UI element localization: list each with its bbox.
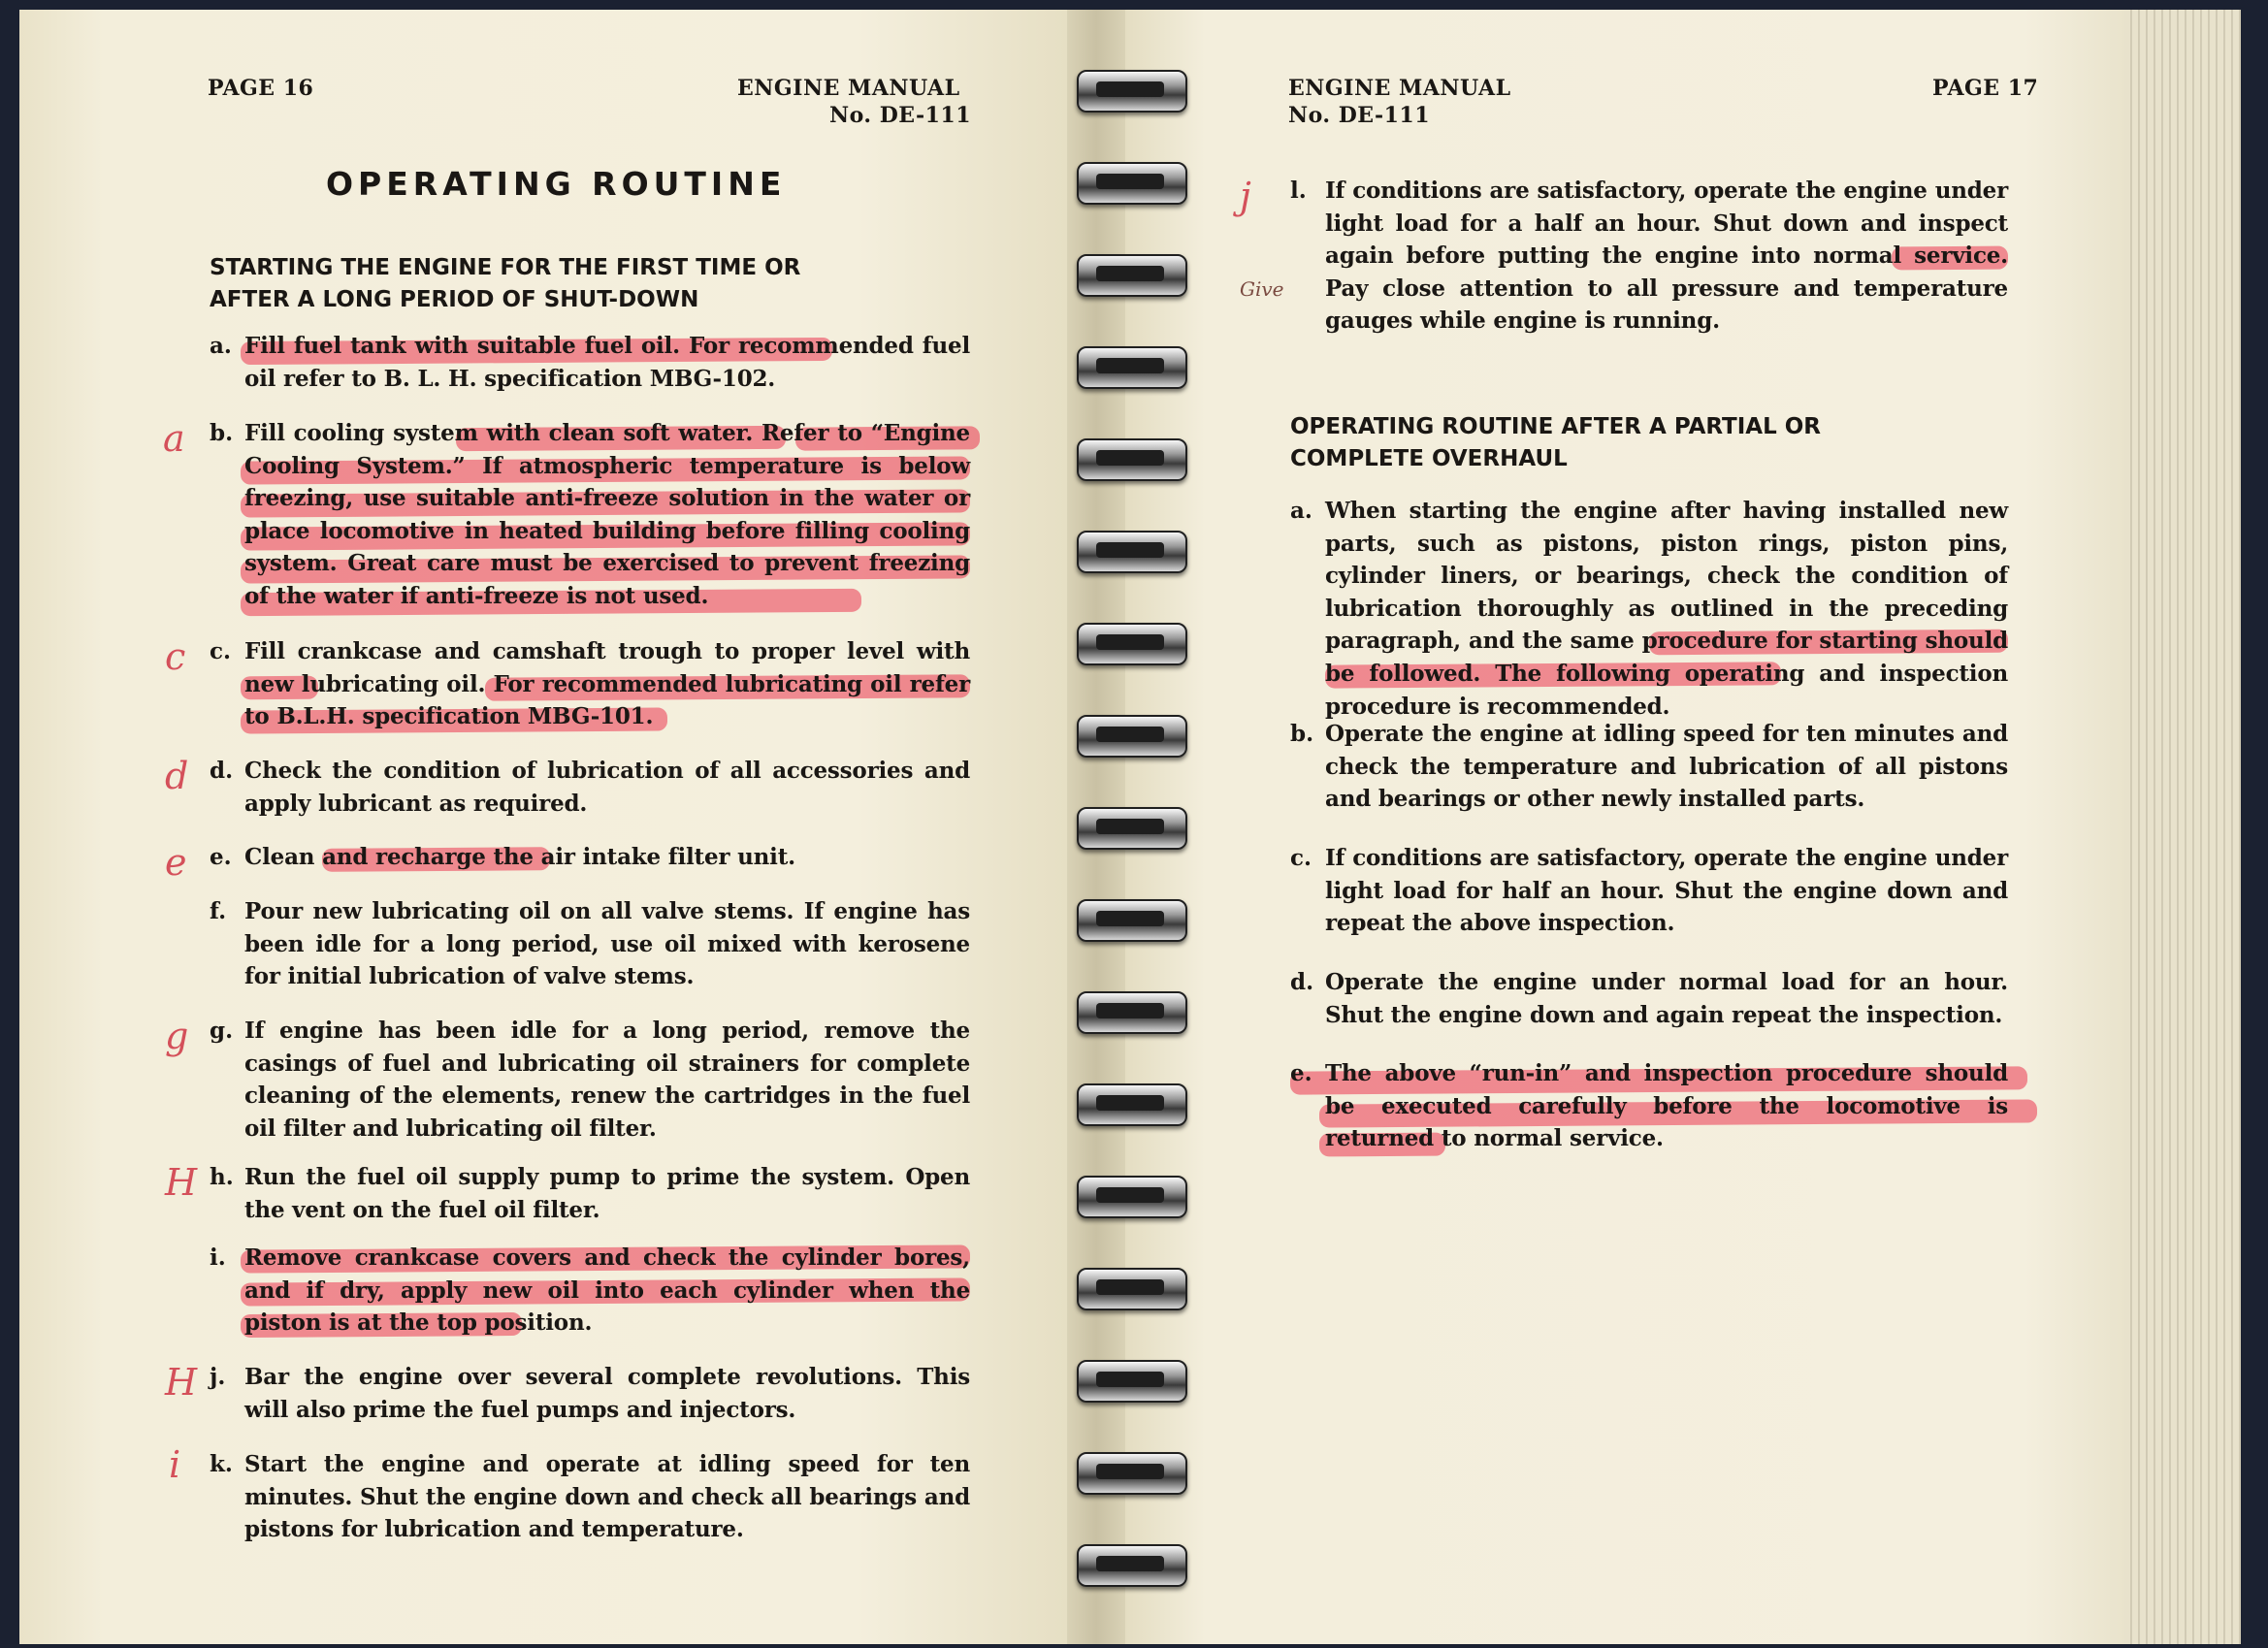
list-item: d. Operate the engine under normal load for an hour. Shut the engine down and again repeat the inspection.	[1290, 969, 2008, 1028]
manual-title: ENGINE MANUAL	[737, 76, 960, 101]
left-page	[19, 10, 1067, 1644]
binding-ring	[1077, 715, 1187, 758]
binding-ring	[1077, 162, 1187, 205]
open-manual	[19, 10, 2241, 1644]
list-item: c. If conditions are satisfactory, operate the engine under light load for half an hour. Shut the engine down and repeat the above inspection.	[1290, 845, 2008, 937]
margin-annotation: d	[165, 755, 189, 797]
margin-annotation: Give	[1240, 277, 1284, 301]
subsection-title-line2: COMPLETE OVERHAUL	[1290, 446, 1568, 471]
list-item: a. Fill fuel tank with suitable fuel oil. For recommended fuel oil refer to B. L. H. specification MBG-102.	[210, 333, 970, 392]
binding-ring	[1077, 899, 1187, 942]
binding-ring	[1077, 623, 1187, 665]
margin-annotation: H	[165, 1161, 198, 1204]
manual-title: ENGINE MANUAL	[1288, 76, 1511, 101]
list-item: g. If engine has been idle for a long period, remove the casings of fuel and lubricating oil strainers for complete cleaning of the elements, renew the cartridges in the fuel oil filter and lubricating oil filter.	[210, 1018, 970, 1142]
right-page	[1125, 10, 2124, 1644]
binding-ring	[1077, 1083, 1187, 1126]
binding-ring	[1077, 346, 1187, 389]
page-number: PAGE 17	[1932, 76, 2039, 101]
margin-annotation: e	[165, 841, 187, 884]
binding-ring	[1077, 1544, 1187, 1587]
page-edges	[2124, 10, 2241, 1644]
margin-annotation: i	[169, 1443, 181, 1486]
list-item: f. Pour new lubricating oil on all valve stems. If engine has been idle for a long period, use oil mixed with kerosene for initial lubrication of valve stems.	[210, 898, 970, 990]
binding-ring	[1077, 70, 1187, 113]
margin-annotation: c	[165, 635, 186, 678]
binding-ring	[1077, 991, 1187, 1034]
subsection-title-line2: AFTER A LONG PERIOD OF SHUT-DOWN	[210, 287, 699, 312]
list-item: d. Check the condition of lubrication of all accessories and apply lubricant as required.	[210, 758, 970, 817]
binding-ring	[1077, 1268, 1187, 1310]
list-item: e. The above “run-in” and inspection procedure should be executed carefully before the locomotive is returned to normal service.	[1290, 1060, 2008, 1152]
margin-annotation: a	[163, 417, 185, 460]
binding-ring	[1077, 807, 1187, 850]
list-item: j. Bar the engine over several complete revolutions. This will also prime the fuel pumps and injectors.	[210, 1364, 970, 1423]
section-title: OPERATING ROUTINE	[326, 165, 787, 203]
margin-annotation: H	[165, 1361, 198, 1404]
margin-annotation: g	[165, 1015, 189, 1057]
subsection-title-line1: STARTING THE ENGINE FOR THE FIRST TIME OR	[210, 255, 801, 280]
page-number: PAGE 16	[208, 76, 314, 101]
list-item: b. Operate the engine at idling speed for ten minutes and check the temperature and lubrication of all pistons and bearings or other newly installed parts.	[1290, 721, 2008, 813]
binding-ring	[1077, 254, 1187, 297]
list-item: l. If conditions are satisfactory, operate the engine under light load for a half an hour. Shut down and inspect again before putting the engine into normal service. Pay close attention to all pressure and temperature gauges while engine is running.	[1290, 178, 2008, 335]
binding-ring	[1077, 438, 1187, 481]
manual-number: No. DE-111	[1288, 103, 1431, 128]
subsection-title-line1: OPERATING ROUTINE AFTER A PARTIAL OR	[1290, 414, 1822, 439]
binding-ring	[1077, 531, 1187, 573]
list-item: c. Fill crankcase and camshaft trough to proper level with new lubricating oil. For recommended lubricating oil refer to B.L.H. specification MBG-101.	[210, 638, 970, 730]
margin-annotation: j	[1240, 175, 1251, 217]
list-item: a. When starting the engine after having installed new parts, such as pistons, piston rings, piston pins, cylinder liners, or bearings, check the condition of lubrication thoroughly as outlined in the preceding paragraph, and the same procedure for starting should be followed. The following operating and inspection procedure is recommended.	[1290, 498, 2008, 720]
manual-number: No. DE-111	[829, 103, 972, 128]
binding-ring	[1077, 1452, 1187, 1495]
list-item: k. Start the engine and operate at idling speed for ten minutes. Shut the engine down and check all bearings and pistons for lubrication and temperature.	[210, 1451, 970, 1543]
list-item: e. Clean and recharge the air intake filter unit.	[210, 844, 795, 870]
list-item: h. Run the fuel oil supply pump to prime the system. Open the vent on the fuel oil filter.	[210, 1164, 970, 1223]
binding-ring	[1077, 1360, 1187, 1403]
binding-ring	[1077, 1176, 1187, 1218]
list-item: i. Remove crankcase covers and check the cylinder bores, and if dry, apply new oil into each cylinder when the piston is at the top position.	[210, 1244, 970, 1337]
list-item: b. Fill cooling system with clean soft water. Refer to “Engine Cooling System.” If atmospheric temperature is below freezing, use suitable anti-freeze solution in the water or place locomotive in heated building before filling cooling system. Great care must be exercised to prevent freezing of the water if anti-freeze is not used.	[210, 420, 970, 609]
